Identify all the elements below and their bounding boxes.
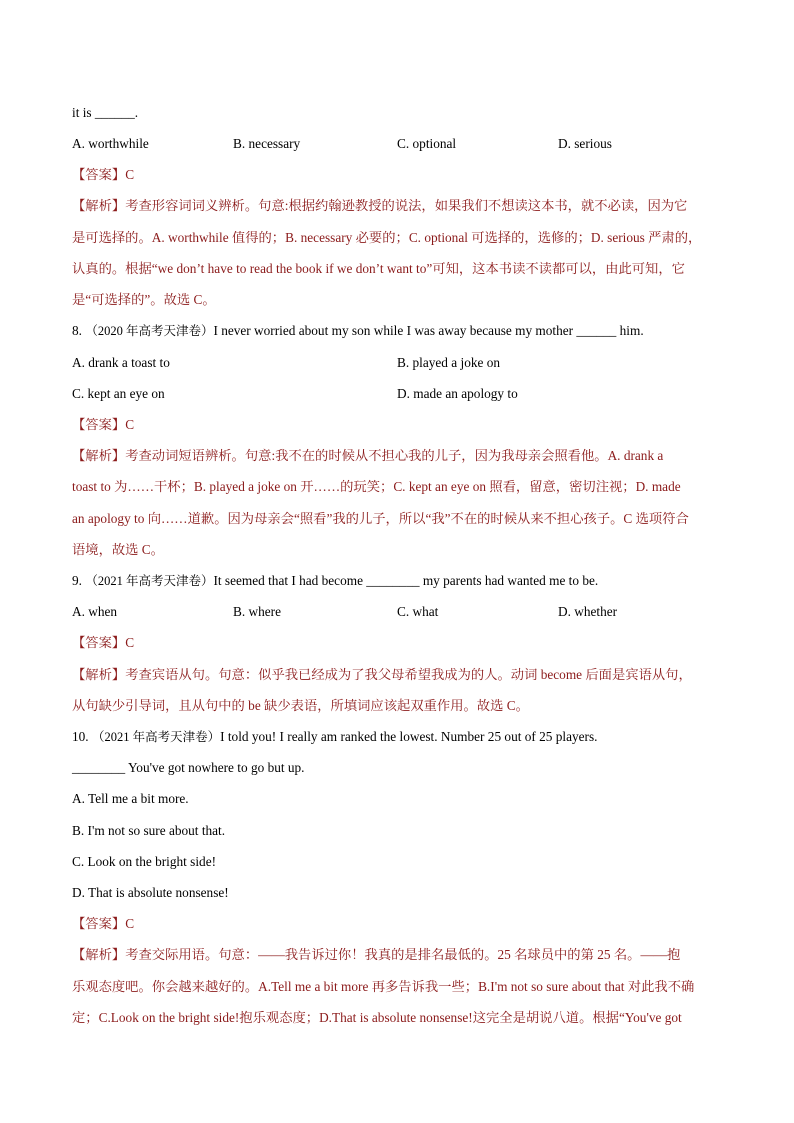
q10-option-c: C. Look on the bright side! <box>72 854 217 869</box>
question-source: （2021 年高考天津卷） <box>91 730 221 744</box>
q9-analysis-line-1 <box>72 666 724 684</box>
q8-stem <box>72 322 724 340</box>
q7-analysis-line-2: 是可选择的。A. worthwhile 值得的；B. necessary 必要的；C. optional 可选择的，选修的；D. serious 严肃的， <box>72 230 702 245</box>
q8-analysis-line-4: 语境，故选 C。 <box>72 542 164 557</box>
question-source: （2021 年高考天津卷） <box>85 574 214 588</box>
q10-analysis-line-2: 乐观态度吧。你会越来越好的。A.Tell me a bit more 再多告诉我一些；B.I'm not so sure about that 对此我不确 <box>72 979 695 994</box>
q7-analysis-line-3: 认真的。根据“we don’t have to read the book if we don’t want to”可知，这本书读不读都可以，由此可知，它 <box>72 261 685 276</box>
q9-option-b: B. where <box>233 604 281 619</box>
answer-label: 【答案】 <box>72 167 126 182</box>
q7-analysis-line-1 <box>72 197 724 215</box>
question-text: I never worried about my son while I was away because my mother ______ him. <box>213 323 644 338</box>
answer-label: 【答案】 <box>72 916 126 931</box>
answer-value: C <box>125 167 135 182</box>
analysis-text: 考查形容词词义辨析。句意:根据约翰逊教授的说法，如果我们不想读这本书，就不必读，因为它 <box>125 198 688 213</box>
q10-option-d: D. That is absolute nonsense! <box>72 885 229 900</box>
q8-analysis-line-1 <box>72 447 724 465</box>
q7-analysis-line-4: 是“可选择的”。故选 C。 <box>72 292 216 307</box>
analysis-text: 考查交际用语。句意：——我告诉过你！我真的是排名最低的。25 名球员中的第 25 名。——抱 <box>125 947 681 962</box>
q10-analysis-line-3: 定；C.Look on the bright side!抱乐观态度；D.That is absolute nonsense!这完全是胡说八道。根据“You've got <box>72 1010 682 1025</box>
q8-option-c: C. kept an eye on <box>72 386 165 401</box>
q9-option-c: C. what <box>397 604 439 619</box>
q8-option-a: A. drank a toast to <box>72 355 170 370</box>
q8-answer <box>72 416 724 434</box>
q9-stem <box>72 572 724 590</box>
q9-option-d: D. whether <box>558 604 618 619</box>
q10-analysis-line-1 <box>72 946 724 964</box>
analysis-text: 考查动词短语辨析。句意:我不在的时候从不担心我的儿子，因为我母亲会照看他。A. drank a <box>125 448 664 463</box>
answer-value: C <box>125 916 135 931</box>
analysis-text: 考查宾语从句。句意：似乎我已经成为了我父母希望我成为的人。动词 become 后面是宾语从句， <box>125 667 692 682</box>
q7-option-c: C. optional <box>397 136 457 151</box>
question-text: I told you! I really am ranked the lowest. Number 25 out of 25 players. <box>220 729 598 744</box>
answer-value: C <box>125 635 135 650</box>
q8-option-d: D. made an apology to <box>397 386 518 401</box>
answer-label: 【答案】 <box>72 417 126 432</box>
question-source: （2020 年高考天津卷） <box>85 324 214 338</box>
q9-option-a: A. when <box>72 604 118 619</box>
analysis-label: 【解析】 <box>72 947 126 962</box>
q9-answer <box>72 634 724 652</box>
answer-label: 【答案】 <box>72 635 126 650</box>
q8-analysis-line-3: an apology to 向……道歉。因为母亲会“照看”我的儿子，所以“我”不在的时候从来不担心孩子。C 选项符合 <box>72 511 689 526</box>
q7-option-d: D. serious <box>558 136 612 151</box>
question-text: It seemed that I had become ________ my parents had wanted me to be. <box>213 573 599 588</box>
q8-option-b: B. played a joke on <box>397 355 501 370</box>
q10-stem-line-2: ________ You've got nowhere to go but up. <box>72 760 305 775</box>
question-number: 8. <box>72 323 82 338</box>
q9-analysis-line-2: 从句缺少引导词，且从句中的 be 缺少表语，所填词应该起双重作用。故选 C。 <box>72 698 529 713</box>
question-number: 9. <box>72 573 82 588</box>
q7-answer <box>72 166 724 184</box>
analysis-label: 【解析】 <box>72 198 126 213</box>
analysis-label: 【解析】 <box>72 448 126 463</box>
q10-answer <box>72 915 724 933</box>
q10-option-a: A. Tell me a bit more. <box>72 791 189 806</box>
answer-value: C <box>125 417 135 432</box>
analysis-label: 【解析】 <box>72 667 126 682</box>
q7-option-b: B. necessary <box>233 136 301 151</box>
q8-analysis-line-2: toast to 为……干杯；B. played a joke on 开……的玩笑；C. kept an eye on 照看，留意，密切注视；D. made <box>72 479 681 494</box>
q7-option-a: A. worthwhile <box>72 136 149 151</box>
q10-option-b: B. I'm not so sure about that. <box>72 823 226 838</box>
question-number: 10. <box>72 729 89 744</box>
q7-stem-tail: it is ______. <box>72 105 139 120</box>
q10-stem <box>72 728 724 746</box>
